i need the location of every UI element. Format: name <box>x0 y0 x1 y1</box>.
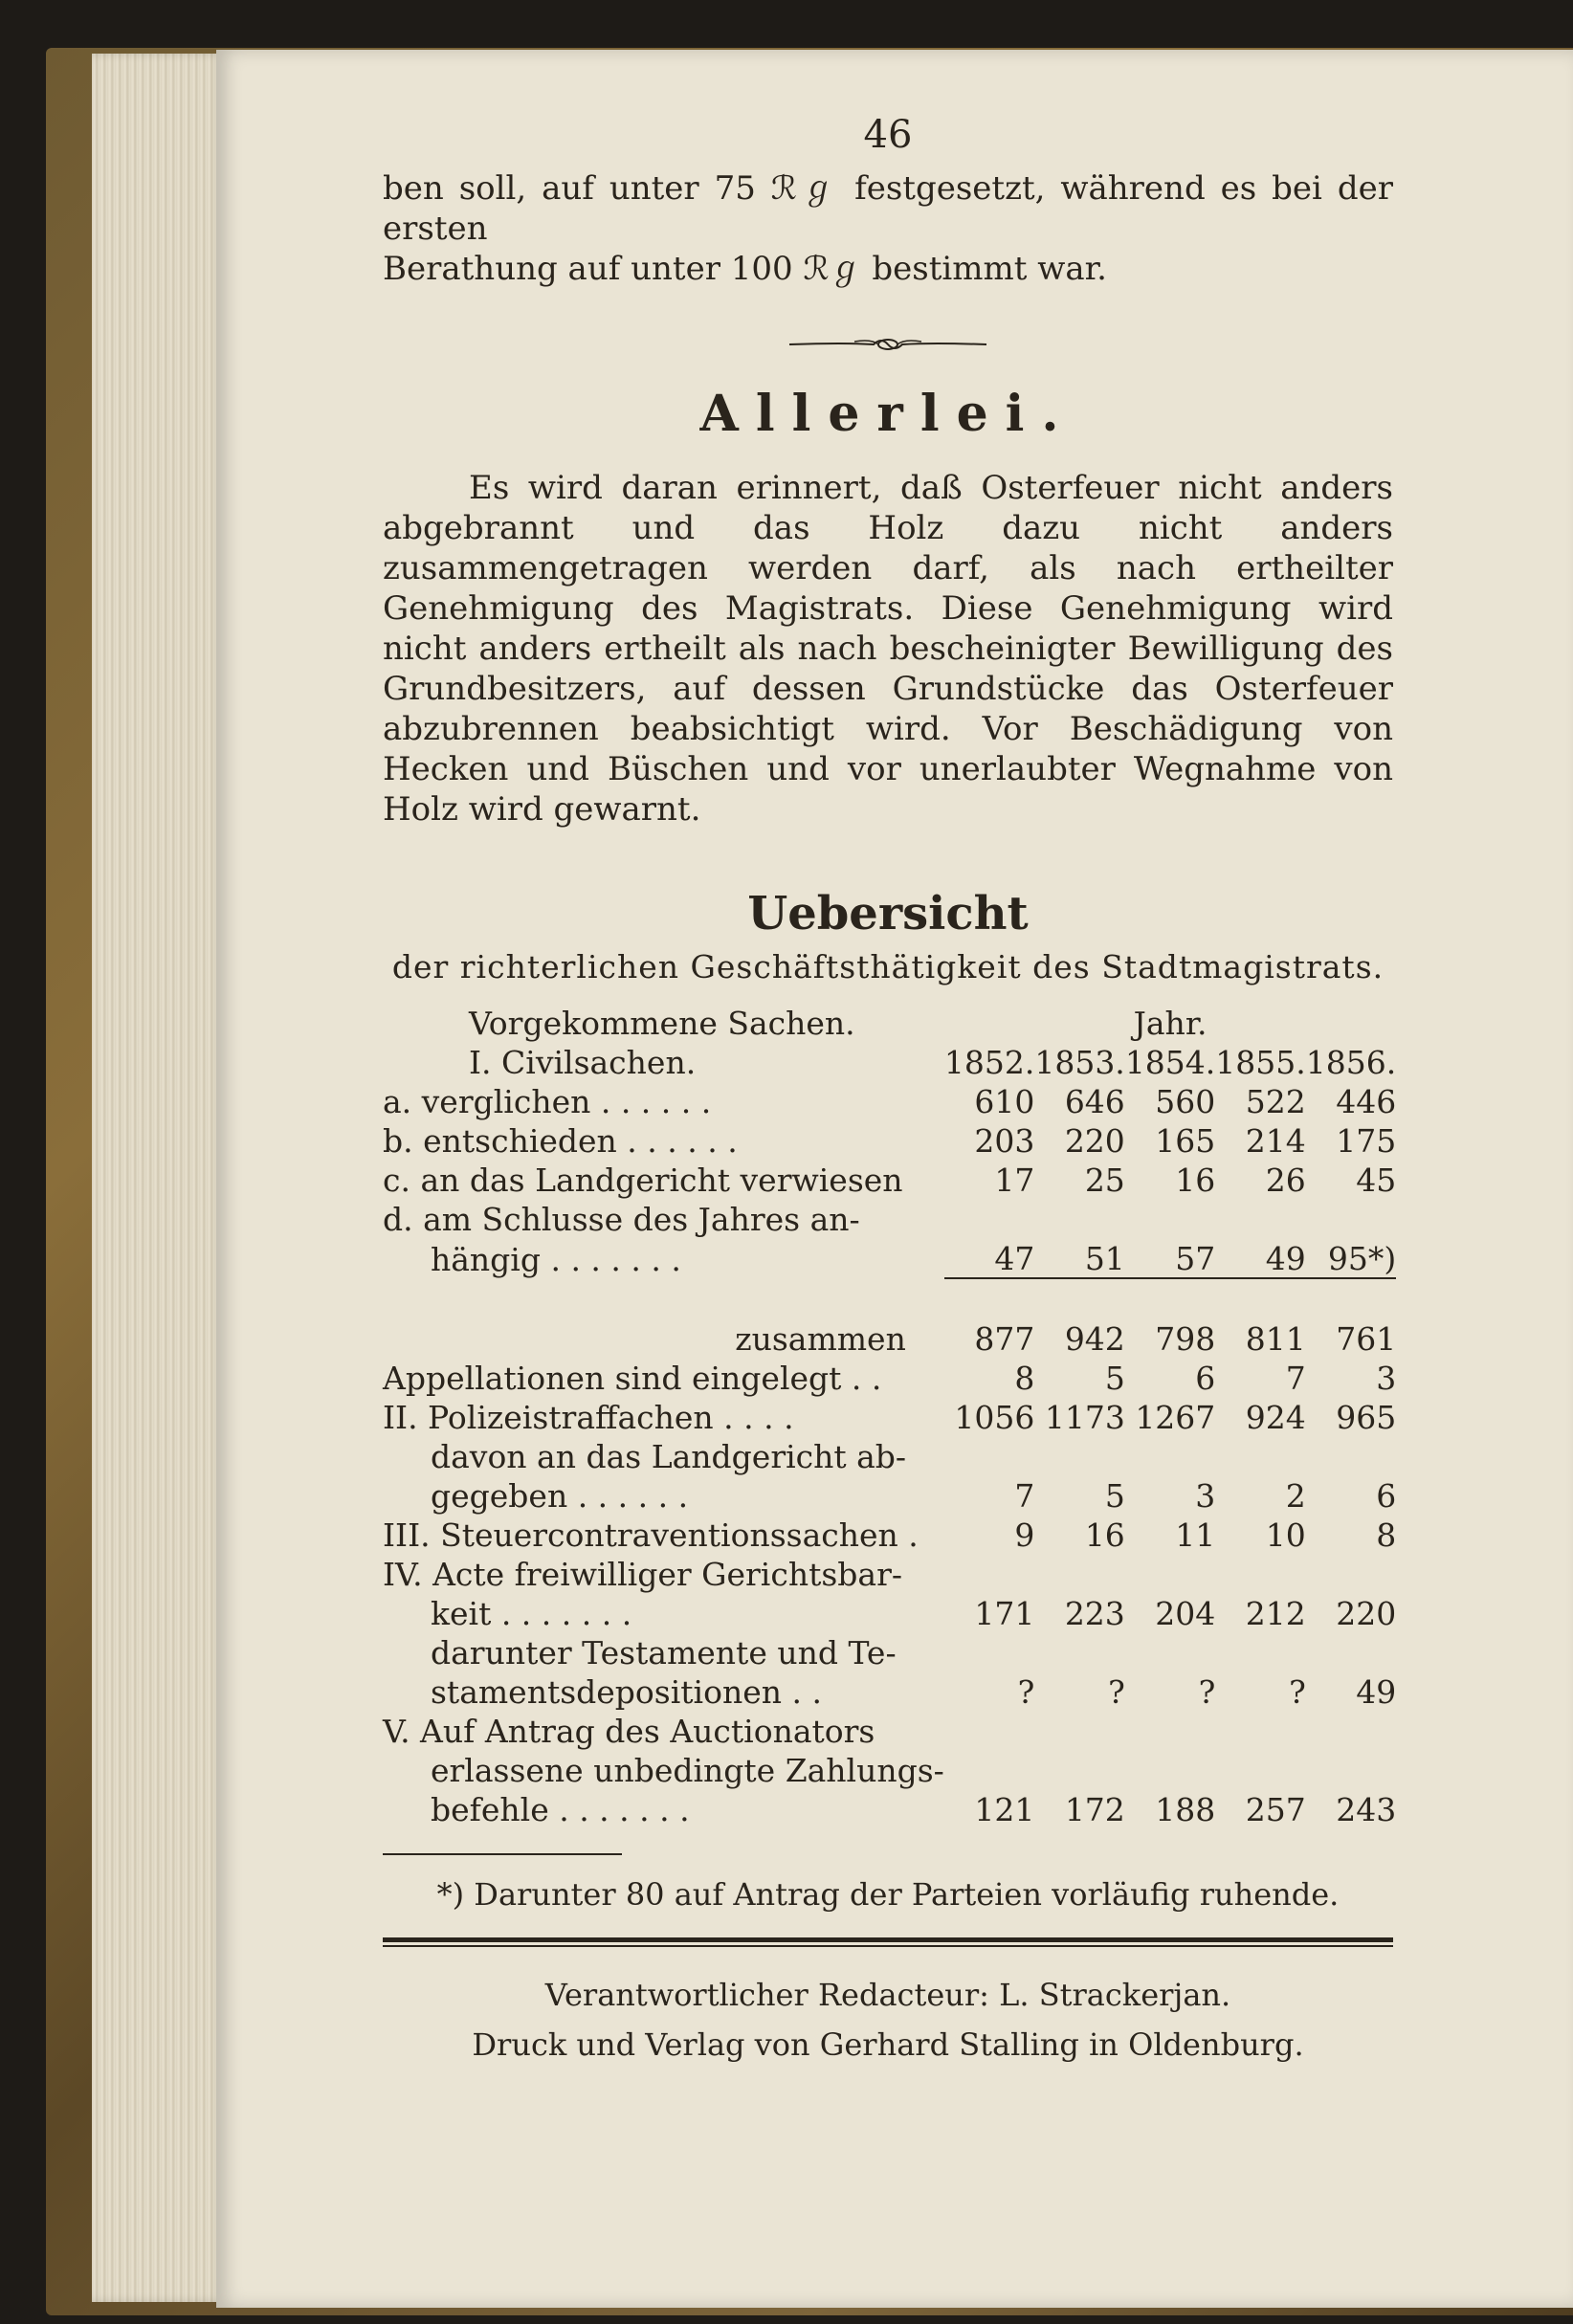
value-cell: 223 <box>1064 1595 1125 1632</box>
value-cell: 16 <box>1084 1516 1125 1554</box>
row-label: davon an das Landgericht ab- <box>431 1438 907 1475</box>
value-cell: 11 <box>1175 1516 1216 1554</box>
publisher-line: Druck und Verlag von Gerhard Stalling in Oldenburg. <box>472 2026 1304 2063</box>
page-content <box>383 113 1397 2069</box>
value-cell: 16 <box>1175 1162 1216 1199</box>
value-cell: 25 <box>1084 1162 1125 1199</box>
table-row <box>383 1671 1396 1711</box>
value-cell <box>1034 1750 1124 1789</box>
value-cell <box>1125 1554 1215 1593</box>
value-cell: 5 <box>1104 1360 1125 1397</box>
value-cell: 17 <box>994 1162 1035 1199</box>
value-cell <box>1125 1436 1215 1475</box>
table-row <box>383 1789 1396 1828</box>
year-cell: 1854. <box>1124 1044 1216 1081</box>
value-cell <box>944 1632 1034 1671</box>
column-label: Vorgekommene Sachen. <box>469 1005 855 1042</box>
value-cell: 1267 <box>1135 1399 1216 1436</box>
table-row <box>383 1238 1396 1278</box>
value-cell: 188 <box>1155 1791 1216 1828</box>
value-cell <box>1034 1554 1124 1593</box>
row-label: V. Auf Antrag des Auctionators <box>383 1713 875 1750</box>
value-cell <box>944 1436 1034 1475</box>
statistics-table <box>383 1003 1396 1828</box>
table-row <box>383 1711 1396 1750</box>
row-label: IV. Acte freiwilliger Gerichtsbar- <box>383 1556 903 1593</box>
value-cell: 175 <box>1336 1122 1397 1160</box>
value-cell: 646 <box>1064 1083 1125 1120</box>
editor-line: Verantwortlicher Redacteur: L. Strackerjan. <box>544 1977 1231 2013</box>
uebersicht-subtitle: der richterlichen Geschäftsthätigkeit des Stadtmagistrats. <box>391 948 1385 985</box>
value-cell: ? <box>1017 1673 1035 1711</box>
value-cell: 446 <box>1336 1083 1397 1120</box>
value-cell: 10 <box>1265 1516 1306 1554</box>
value-cell: 26 <box>1265 1162 1306 1199</box>
value-cell <box>1125 1632 1215 1671</box>
value-cell: 3 <box>1195 1477 1216 1515</box>
year-label: Jahr. <box>1133 1005 1207 1042</box>
value-cell: 3 <box>1376 1360 1397 1397</box>
value-cell: 165 <box>1155 1122 1216 1160</box>
value-cell: 57 <box>1175 1240 1216 1277</box>
value-cell: 47 <box>994 1240 1035 1277</box>
value-cell: 2 <box>1285 1477 1306 1515</box>
value-cell: 203 <box>974 1122 1035 1160</box>
value-cell <box>1034 1711 1124 1750</box>
value-cell: 49 <box>1356 1673 1397 1711</box>
value-cell: 610 <box>974 1083 1035 1120</box>
value-cell: ? <box>1108 1673 1125 1711</box>
value-cell <box>1215 1750 1305 1789</box>
value-cell <box>1215 1711 1305 1750</box>
row-label: befehle . . . . . . . <box>431 1791 690 1828</box>
value-cell <box>944 1199 1034 1238</box>
row-label: darunter Testamente und Te- <box>431 1634 897 1671</box>
value-cell: 243 <box>1336 1791 1397 1828</box>
table-row <box>383 1750 1396 1789</box>
value-cell: 204 <box>1155 1595 1216 1632</box>
table-row <box>383 1397 1396 1436</box>
value-cell: 6 <box>1195 1360 1216 1397</box>
value-cell: 9 <box>1014 1516 1035 1554</box>
table-row <box>383 1515 1396 1554</box>
value-cell <box>1306 1554 1396 1593</box>
value-cell: 560 <box>1155 1083 1216 1120</box>
table-row <box>383 1593 1396 1632</box>
value-cell: 214 <box>1245 1122 1306 1160</box>
value-cell <box>1125 1750 1215 1789</box>
total-cell: 942 <box>1064 1320 1125 1358</box>
row-label: hängig . . . . . . . <box>431 1241 681 1278</box>
ornament-icon <box>787 333 988 356</box>
value-cell <box>944 1554 1034 1593</box>
value-cell: ? <box>1198 1673 1216 1711</box>
value-cell: 965 <box>1336 1399 1397 1436</box>
value-cell: 5 <box>1104 1477 1125 1515</box>
row-label: II. Polizeistraffachen . . . . <box>383 1399 794 1436</box>
sum-rule-row <box>383 1278 1396 1318</box>
row-label: III. Steuercontraventionssachen . <box>383 1516 919 1554</box>
total-cell: 761 <box>1336 1320 1397 1358</box>
table-row <box>383 1081 1396 1120</box>
table-row <box>383 1160 1396 1199</box>
value-cell: 49 <box>1265 1240 1306 1277</box>
year-cell: 1853. <box>1034 1044 1125 1081</box>
value-cell <box>1306 1711 1396 1750</box>
value-cell <box>1306 1750 1396 1789</box>
value-cell: 220 <box>1336 1595 1397 1632</box>
row-label: a. verglichen . . . . . . <box>383 1083 712 1120</box>
value-cell: 8 <box>1014 1360 1035 1397</box>
section-civil-heading: I. Civilsachen. <box>469 1044 697 1081</box>
value-cell: 257 <box>1245 1791 1306 1828</box>
value-cell <box>1034 1632 1124 1671</box>
double-rule <box>383 1937 1393 1947</box>
value-cell <box>1125 1199 1215 1238</box>
value-cell: 172 <box>1064 1791 1125 1828</box>
value-cell: 1056 <box>954 1399 1035 1436</box>
total-row <box>383 1318 1396 1358</box>
value-cell <box>944 1750 1034 1789</box>
value-cell <box>1034 1199 1124 1238</box>
value-cell: 7 <box>1285 1360 1306 1397</box>
value-cell: 51 <box>1084 1240 1125 1277</box>
total-cell: 811 <box>1245 1320 1306 1358</box>
value-cell <box>1125 1711 1215 1750</box>
value-cell <box>1215 1199 1305 1238</box>
page-edges <box>92 54 226 2302</box>
row-label: keit . . . . . . . <box>431 1595 632 1632</box>
row-label: d. am Schlusse des Jahres an- <box>383 1201 860 1238</box>
year-cell: 1855. <box>1215 1044 1306 1081</box>
year-cell: 1856. <box>1305 1044 1397 1081</box>
row-label: Appellationen sind eingelegt . . <box>383 1360 882 1397</box>
ornament-divider <box>383 333 1393 356</box>
value-cell: 8 <box>1376 1516 1397 1554</box>
row-label: gegeben . . . . . . <box>431 1477 689 1515</box>
table-row <box>383 1554 1396 1593</box>
row-label: stamentsdepositionen . . <box>431 1673 822 1711</box>
table-row <box>383 1436 1396 1475</box>
uebersicht-heading: Uebersicht <box>747 887 1029 941</box>
value-cell: 171 <box>974 1595 1035 1632</box>
value-cell <box>1306 1632 1396 1671</box>
intro-line-1: ben soll, auf unter 75 ℛℊ festgesetzt, während es bei der ersten <box>383 169 1393 248</box>
row-label: b. entschieden . . . . . . <box>383 1122 738 1160</box>
value-cell: 212 <box>1245 1595 1306 1632</box>
year-cell: 1852. <box>943 1044 1035 1081</box>
table-row <box>383 1358 1396 1397</box>
value-cell: 1173 <box>1044 1399 1125 1436</box>
table-row <box>383 1199 1396 1238</box>
value-cell <box>1306 1199 1396 1238</box>
value-cell: 95*) <box>1327 1240 1397 1277</box>
value-cell <box>1215 1554 1305 1593</box>
table-header-row <box>383 1003 1396 1042</box>
value-cell <box>1306 1436 1396 1475</box>
intro-line-2: Berathung auf unter 100 ℛℊ bestimmt war. <box>383 250 1107 288</box>
value-cell: 6 <box>1376 1477 1397 1515</box>
value-cell <box>944 1711 1034 1750</box>
value-cell <box>1034 1436 1124 1475</box>
table-row <box>383 1475 1396 1515</box>
value-cell: 522 <box>1245 1083 1306 1120</box>
total-cell: 798 <box>1155 1320 1216 1358</box>
total-label: zusammen <box>735 1320 906 1358</box>
value-cell: 220 <box>1064 1122 1125 1160</box>
value-cell: ? <box>1289 1673 1306 1711</box>
years-row <box>383 1042 1396 1081</box>
footnote-rule <box>383 1853 622 1855</box>
value-cell: 7 <box>1014 1477 1035 1515</box>
value-cell <box>1215 1436 1305 1475</box>
page-number: 46 <box>863 113 913 157</box>
table-row <box>383 1120 1396 1160</box>
value-cell: 121 <box>974 1791 1035 1828</box>
value-cell <box>1215 1632 1305 1671</box>
table-row <box>383 1632 1396 1671</box>
total-cell: 877 <box>974 1320 1035 1358</box>
row-label: c. an das Landgericht verwiesen <box>383 1162 903 1199</box>
value-cell: 45 <box>1356 1162 1397 1199</box>
allerlei-paragraph: Es wird daran erinnert, daß Osterfeuer nicht anders abgebrannt und das Holz dazu nicht anders zusammengetragen werden darf, als nach ertheilter Genehmigung des Magistrats. Diese Genehmigung wird nicht anders ertheilt als nach bescheinigter Bewilligung des Grundbesitzers, auf dessen Grundstücke das Osterfeuer abzubrennen beabsichtigt wird. Vor Beschädigung von Hecken und Büschen und vor unerlaubter Wegnahme von Holz wird gewarnt. <box>383 469 1393 829</box>
value-cell: 924 <box>1245 1399 1306 1436</box>
row-label: erlassene unbedingte Zahlungs- <box>431 1752 944 1789</box>
footnote: *) Darunter 80 auf Antrag der Parteien vorläufig ruhende. <box>436 1876 1340 1913</box>
allerlei-heading: Allerlei. <box>699 385 1076 443</box>
